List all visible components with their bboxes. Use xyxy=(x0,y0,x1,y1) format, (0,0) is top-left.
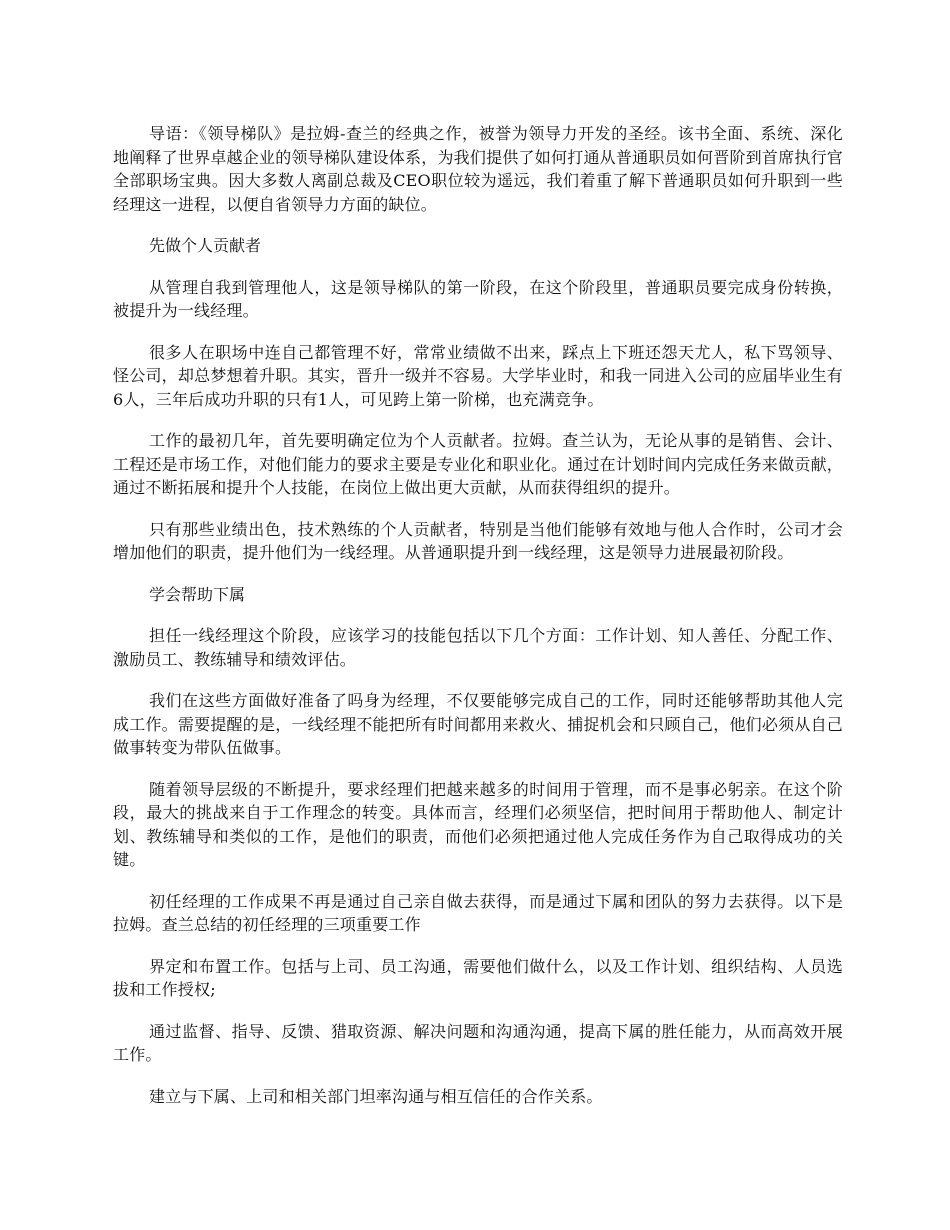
body-paragraph: 很多人在职场中连自己都管理不好，常常业绩做不出来，踩点上下班还怨天尤人，私下骂领导、怪公司，却总梦想着升职。其实，晋升一级并不容易。大学毕业时，和我一同进入公司的应届毕业生有6人，三年后成功升职的只有1人，可见跨上第一阶梯，也充满竞争。 xyxy=(113,342,843,409)
body-paragraph: 只有那些业绩出色，技术熟练的个人贡献者，特别是当他们能够有效地与他人合作时，公司才会增加他们的职责，提升他们为一线经理。从普通职提升到一线经理，这是领导力进展最初阶段。 xyxy=(113,519,843,562)
list-paragraph: 通过监督、指导、反馈、猎取资源、解决问题和沟通沟通，提高下属的胜任能力，从而高效开展工作。 xyxy=(113,1021,843,1064)
intro-paragraph: 导语：《领导梯队》是拉姆-查兰的经典之作，被誉为领导力开发的圣经。该书全面、系统、深化地阐释了世界卓越企业的领导梯队建设体系，为我们提供了如何打通从普通职员如何晋阶到首席执行官全部职场宝典。因大多数人离副总裁及CEO职位较为遥远，我们着重了解下普通职员如何升职到一些经理这一进程，以便自省领导力方面的缺位。 xyxy=(113,124,843,214)
list-paragraph: 建立与下属、上司和相关部门坦率沟通与相互信任的合作关系。 xyxy=(149,1086,603,1106)
body-paragraph: 工作的最初几年，首先要明确定位为个人贡献者。拉姆。查兰认为，无论从事的是销售、会计、工程还是市场工作，对他们能力的要求主要是专业化和职业化。通过在计划时间内完成任务来做贡献，通过不断拓展和提升个人技能，在岗位上做出更大贡献，从而获得组织的提升。 xyxy=(113,431,843,497)
section-heading-help-subordinates: 学会帮助下属 xyxy=(149,584,246,604)
body-paragraph: 随着领导层级的不断提升，要求经理们把越来越多的时间用于管理，而不是事必躬亲。在这个阶段，最大的挑战来自于工作理念的转变。具体而言，经理们必须坚信，把时间用于帮助他人、制定计划、教练辅导和类似的工作，是他们的职责，而他们必须把通过他人完成任务作为自己取得成功的关键。 xyxy=(113,779,843,869)
body-paragraph: 初任经理的工作成果不再是通过自己亲自做去获得，而是通过下属和团队的努力去获得。以下是拉姆。查兰总结的初任经理的三项重要工作 xyxy=(113,891,843,934)
body-paragraph: 从管理自我到管理他人，这是领导梯队的第一阶段，在这个阶段里，普通职员要完成身份转换，被提升为一线经理。 xyxy=(113,277,843,320)
list-paragraph: 界定和布置工作。包括与上司、员工沟通，需要他们做什么，以及工作计划、组织结构、人员选拔和工作授权; xyxy=(113,956,843,999)
document-body xyxy=(113,122,843,1126)
body-paragraph: 我们在这些方面做好准备了吗身为经理，不仅要能够完成自己的工作，同时还能够帮助其他人完成工作。需要提醒的是，一线经理不能把所有时间都用来救火、捕捉机会和只顾自己，他们必须从自己做事转变为带队伍做事。 xyxy=(113,691,843,757)
section-heading-individual-contributor: 先做个人贡献者 xyxy=(149,236,262,255)
body-paragraph: 担任一线经理这个阶段，应该学习的技能包括以下几个方面：工作计划、知人善任、分配工作、激励员工、教练辅导和绩效评估。 xyxy=(113,626,843,669)
